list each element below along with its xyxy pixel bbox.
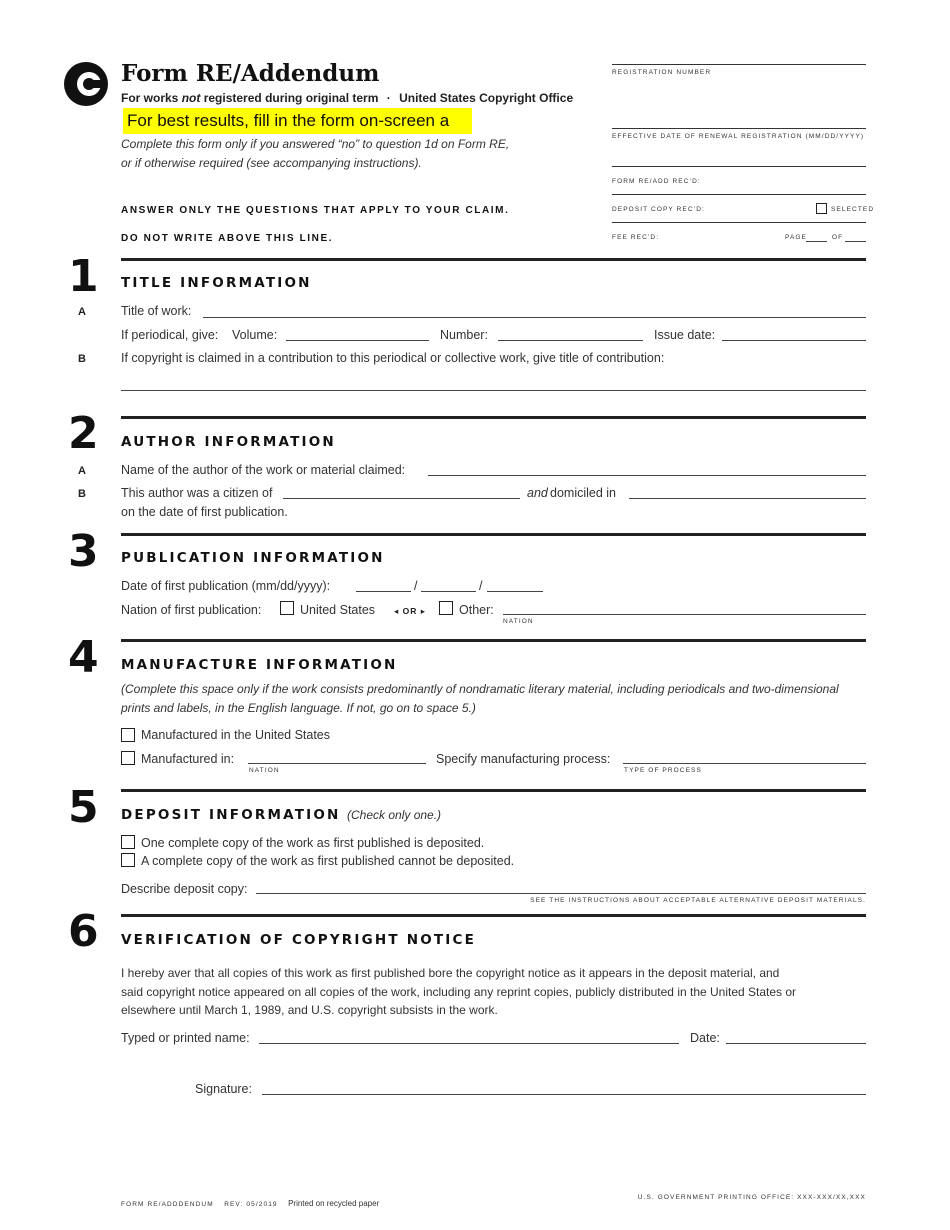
section-5-rule [121,789,866,792]
page-field[interactable] [806,241,827,242]
date-slash-2: / [479,579,483,593]
section-2-letter-b: B [78,488,86,500]
united-states-label: United States [300,603,376,617]
other-nation-field[interactable] [503,614,866,615]
fill-onscreen-banner [123,108,472,134]
and-label: and [527,486,548,500]
selected-label: SELECTED [831,206,875,213]
issue-date-label: Issue date: [654,328,716,342]
footer-rev: REV: 05/2019 [224,1201,278,1208]
verification-para-line-1: I hereby aver that all copies of this work as first published bore the copyright notice as it appears in the deposit material, and [121,966,780,980]
process-caption: TYPE OF PROCESS [624,767,702,774]
see-instructions-note: SEE THE INSTRUCTIONS ABOUT ACCEPTABLE ALTERNATIVE DEPOSIT MATERIALS. [530,897,866,904]
section-4-title: MANUFACTURE INFORMATION [121,657,398,673]
deposit-option-1-label: One complete copy of the work as first published is deposited. [141,836,485,850]
section-6-rule [121,914,866,917]
on-date-label: on the date of first publication. [121,505,288,519]
section-2-letter-a: A [78,465,86,477]
author-name-label: Name of the author of the work or material claimed: [121,463,406,477]
check-only-one: (Check only one.) [347,808,442,822]
number-label: Number: [440,328,488,342]
fee-rec-label: FEE REC’D: [612,234,660,241]
section-4-number: 4 [68,632,99,683]
office-rule-4 [612,194,866,195]
volume-label: Volume: [232,328,278,342]
manufactured-in-field[interactable] [248,763,426,764]
volume-field[interactable] [286,340,429,341]
page-total-field[interactable] [845,241,866,242]
signature-label: Signature: [195,1082,252,1096]
nation-of-publication-label: Nation of first publication: [121,603,262,617]
office-rule-2 [612,128,866,129]
subtitle-separator: · [386,91,391,105]
section-1-title: TITLE INFORMATION [121,275,312,291]
instructions-line-2: or if otherwise required (see accompanying instructions). [121,156,422,170]
describe-deposit-label: Describe deposit copy: [121,882,248,896]
nation-caption: NATION [503,618,534,625]
deposit-rec-label: DEPOSIT COPY REC’D: [612,206,705,213]
section-5-title: DEPOSIT INFORMATION [121,807,341,823]
instructions-line-1: Complete this form only if you answered “no” to question 1d on Form RE, [121,137,510,151]
printed-name-label: Typed or printed name: [121,1031,250,1045]
copyright-logo [64,62,108,106]
section-1-letter-a: A [78,306,86,318]
title-of-work-field[interactable] [203,317,866,318]
section-2-rule [121,416,866,419]
of-label: OF [832,234,844,241]
manufacture-note-line-2: prints and labels, in the English language. If not, go on to space 5.) [121,701,476,715]
section-6-title: VERIFICATION OF COPYRIGHT NOTICE [121,932,477,948]
contribution-field[interactable] [121,390,866,391]
other-label: Other: [459,603,494,617]
verification-para-line-3: elsewhere until March 1, 1989, and U.S. copyright subsists in the work. [121,1003,498,1017]
office-top-rule [612,64,866,65]
banner-text: For best results, fill in the form on-screen a [127,111,450,130]
domiciled-in-field[interactable] [629,498,866,499]
registration-number-label: REGISTRATION NUMBER [612,69,712,76]
manufactured-in-checkbox[interactable] [121,751,135,765]
do-not-write-notice: DO NOT WRITE ABOVE THIS LINE. [121,233,334,244]
pub-year-field[interactable] [487,591,543,592]
subtitle-office: United States Copyright Office [399,91,574,105]
if-periodical-label: If periodical, give: [121,328,219,342]
form-title: Form RE/Addendum [121,60,380,87]
pub-month-field[interactable] [356,591,411,592]
section-3-title: PUBLICATION INFORMATION [121,550,385,566]
author-name-field[interactable] [428,475,866,476]
section-1-rule [121,258,866,261]
section-2-title: AUTHOR INFORMATION [121,434,336,450]
issue-date-field[interactable] [722,340,866,341]
footer-gpo: U.S. GOVERNMENT PRINTING OFFICE: XXX-XXX/XX,XXX [637,1194,866,1201]
title-of-work-label: Title of work: [121,304,192,318]
section-2-number: 2 [68,408,99,459]
united-states-checkbox[interactable] [280,601,294,615]
section-1-letter-b: B [78,353,86,365]
section-6-number: 6 [68,906,99,957]
date-label: Date: [690,1031,720,1045]
pub-day-field[interactable] [421,591,476,592]
office-rule-3 [612,166,866,167]
section-3-rule [121,533,866,536]
effective-date-label: EFFECTIVE DATE OF RENEWAL REGISTRATION (MM/DD/YYYY) [612,133,865,140]
subtitle-emph: not [181,91,201,105]
citizen-of-field[interactable] [283,498,520,499]
printed-name-field[interactable] [259,1043,679,1044]
date-slash-1: / [414,579,418,593]
deposit-option-1-checkbox[interactable] [121,835,135,849]
citizen-of-label: This author was a citizen of [121,486,273,500]
manufactured-us-label: Manufactured in the United States [141,728,331,742]
describe-deposit-field[interactable] [256,893,866,894]
first-publication-date-label: Date of first publication (mm/dd/yyyy): [121,579,331,593]
footer-recycled: Printed on recycled paper [288,1199,380,1208]
section-3-number: 3 [68,526,99,577]
process-label: Specify manufacturing process: [436,752,611,766]
footer-left [121,1193,379,1211]
number-field[interactable] [498,340,643,341]
date-field[interactable] [726,1043,866,1044]
section-4-rule [121,639,866,642]
manufacture-nation-caption: NATION [249,767,280,774]
answer-only-notice: ANSWER ONLY THE QUESTIONS THAT APPLY TO YOUR CLAIM. [121,205,510,216]
form-rec-label: FORM RE/ADD REC’D: [612,178,701,185]
form-subtitle [121,91,573,105]
manufactured-in-label: Manufactured in: [141,752,235,766]
manufactured-us-checkbox[interactable] [121,728,135,742]
process-field[interactable] [623,763,866,764]
footer-form-id: FORM RE/ADDDENDUM [121,1201,214,1208]
manufacture-note-line-1: (Complete this space only if the work consists predominantly of nondramatic literary material, including periodicals and two-dimensional [121,682,839,696]
signature-field[interactable] [262,1094,866,1095]
other-nation-checkbox[interactable] [439,601,453,615]
or-separator: ◂ OR ▸ [394,606,427,616]
deposit-option-2-label: A complete copy of the work as first published cannot be deposited. [141,854,515,868]
verification-para-line-2: said copyright notice appeared on all copies of the work, including any reprint copies, publicly distributed in the United States or [121,985,797,999]
page-label: PAGE [785,234,807,241]
deposit-option-2-checkbox[interactable] [121,853,135,867]
domiciled-in-label: domiciled in [550,486,617,500]
section-5-number: 5 [68,782,99,833]
subtitle-post: registered during original term [203,91,379,105]
section-1-number: 1 [68,251,99,302]
subtitle-pre: For works [121,91,179,105]
office-rule-5 [612,222,866,223]
selected-checkbox[interactable] [816,203,827,214]
contribution-label: If copyright is claimed in a contribution to this periodical or collective work, give title of contribution: [121,351,665,365]
